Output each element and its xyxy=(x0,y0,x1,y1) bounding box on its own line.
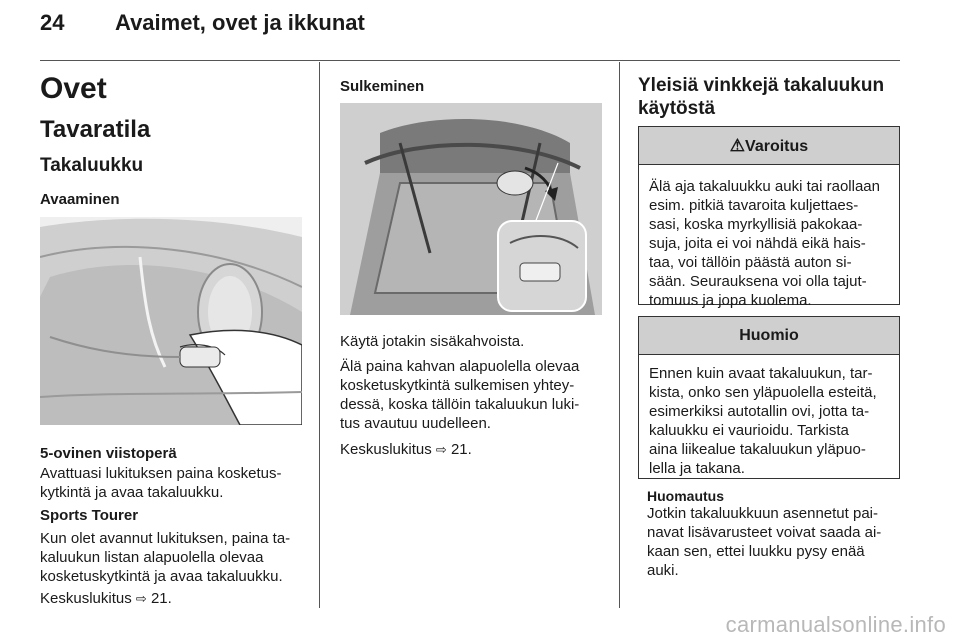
warning-title: Varoitus xyxy=(745,138,809,155)
warning-line: taa, voi tällöin päästä auton si- xyxy=(649,254,852,271)
opening-heading: Avaaminen xyxy=(40,191,120,208)
subsection-heading: Tavaratila xyxy=(40,116,151,143)
topic-heading: Takaluukku xyxy=(40,155,144,176)
notice-line: lella ja takana. xyxy=(649,460,745,477)
note-line: Jotkin takaluukkuun asennetut pai- xyxy=(647,505,878,522)
notice-line: kista, onko sen yläpuolella esteitä, xyxy=(649,384,877,401)
warning-box xyxy=(638,126,900,309)
warning-line: suja, joita ei voi nähdä eikä hais- xyxy=(649,235,866,252)
closing-instruction: Käytä jotakin sisäkahvoista. xyxy=(340,333,525,350)
figure-opening-tailgate xyxy=(40,217,302,425)
notice-line: aina liikealue takaluukun yläpuo- xyxy=(649,441,866,458)
closing-photo-illustration xyxy=(340,103,602,315)
note-title: Huomautus xyxy=(647,488,724,504)
closing-warning-line: tus avautuu uudelleen. xyxy=(340,415,491,432)
note-line: navat lisävarusteet voivat saada ai- xyxy=(647,524,882,541)
central-locking-reference[interactable] xyxy=(340,440,472,459)
column-divider-2 xyxy=(619,62,620,608)
reference-page: 21. xyxy=(450,441,472,458)
notice-box-header xyxy=(639,317,899,355)
tips-heading: käytöstä xyxy=(638,98,716,119)
closing-heading: Sulkeminen xyxy=(340,78,425,95)
reference-label: Keskuslukitus xyxy=(340,441,432,458)
watermark: carmanualsonline.info xyxy=(725,612,946,637)
notice-line: esimerkiksi autotallin ovi, jotta ta- xyxy=(649,403,870,420)
sports-tourer-heading: Sports Tourer xyxy=(40,507,139,524)
section-heading: Ovet xyxy=(40,72,107,105)
hatchback-text-line: Avattuasi lukituksen paina kosketus- xyxy=(40,465,282,482)
sports-tourer-text-line: kosketuskytkintä ja avaa takaluukku. xyxy=(40,568,283,585)
hatchback-heading: 5-ovinen viistoperä xyxy=(40,445,177,462)
column-divider-1 xyxy=(319,62,320,608)
tips-heading: Yleisiä vinkkejä takaluukun xyxy=(638,75,885,96)
sports-tourer-text-line: Kun olet avannut lukituksen, paina ta- xyxy=(40,530,291,547)
central-locking-reference[interactable] xyxy=(40,589,172,608)
hatchback-text-line: kytkintä ja avaa takaluukku. xyxy=(40,484,224,501)
note-line: kaan sen, ettei luukku pysy enää xyxy=(647,543,865,560)
warning-body xyxy=(639,165,899,310)
sports-tourer-text-line: kaluukun listan alapuolella olevaa xyxy=(40,549,264,566)
closing-warning-line: dessä, koska tällöin takaluukun luki- xyxy=(340,396,580,413)
warning-triangle-icon: ⚠ xyxy=(729,136,746,155)
note-line: auki. xyxy=(647,562,679,579)
reference-label: Keskuslukitus xyxy=(40,590,132,607)
note-block xyxy=(647,488,881,580)
notice-title: Huomio xyxy=(739,327,799,344)
reference-page: 21. xyxy=(150,590,172,607)
warning-line: tomuus ja jopa kuolema. xyxy=(649,292,812,309)
warning-box-header xyxy=(639,127,899,165)
tailgate-photo-illustration xyxy=(40,217,302,425)
header-rule xyxy=(40,60,900,61)
notice-body xyxy=(639,355,899,478)
warning-line: Älä aja takaluukku auki tai raollaan xyxy=(649,178,880,195)
notice-box xyxy=(638,316,900,479)
notice-line: Ennen kuin avaat takaluukun, tar- xyxy=(649,365,873,382)
warning-line: sasi, koska myrkyllisiä pakokaa- xyxy=(649,216,863,233)
warning-line: esim. pitkiä tavaroita kuljettaes- xyxy=(649,197,859,214)
figure-closing-tailgate xyxy=(340,103,602,315)
closing-warning-line: kosketuskytkintä sulkemisen yhtey- xyxy=(340,377,575,394)
closing-warning-line: Älä paina kahvan alapuolella olevaa xyxy=(340,358,580,375)
notice-line: kaluukku ei vaurioidu. Tarkista xyxy=(649,422,849,439)
warning-line: sään. Seurauksena voi olla tajut- xyxy=(649,273,867,290)
chapter-title: Avaimet, ovet ja ikkunat xyxy=(115,10,365,35)
page-number: 24 xyxy=(40,10,65,35)
page-reference-arrow-icon: ⇨ xyxy=(435,442,447,457)
page-reference-arrow-icon: ⇨ xyxy=(135,591,147,606)
